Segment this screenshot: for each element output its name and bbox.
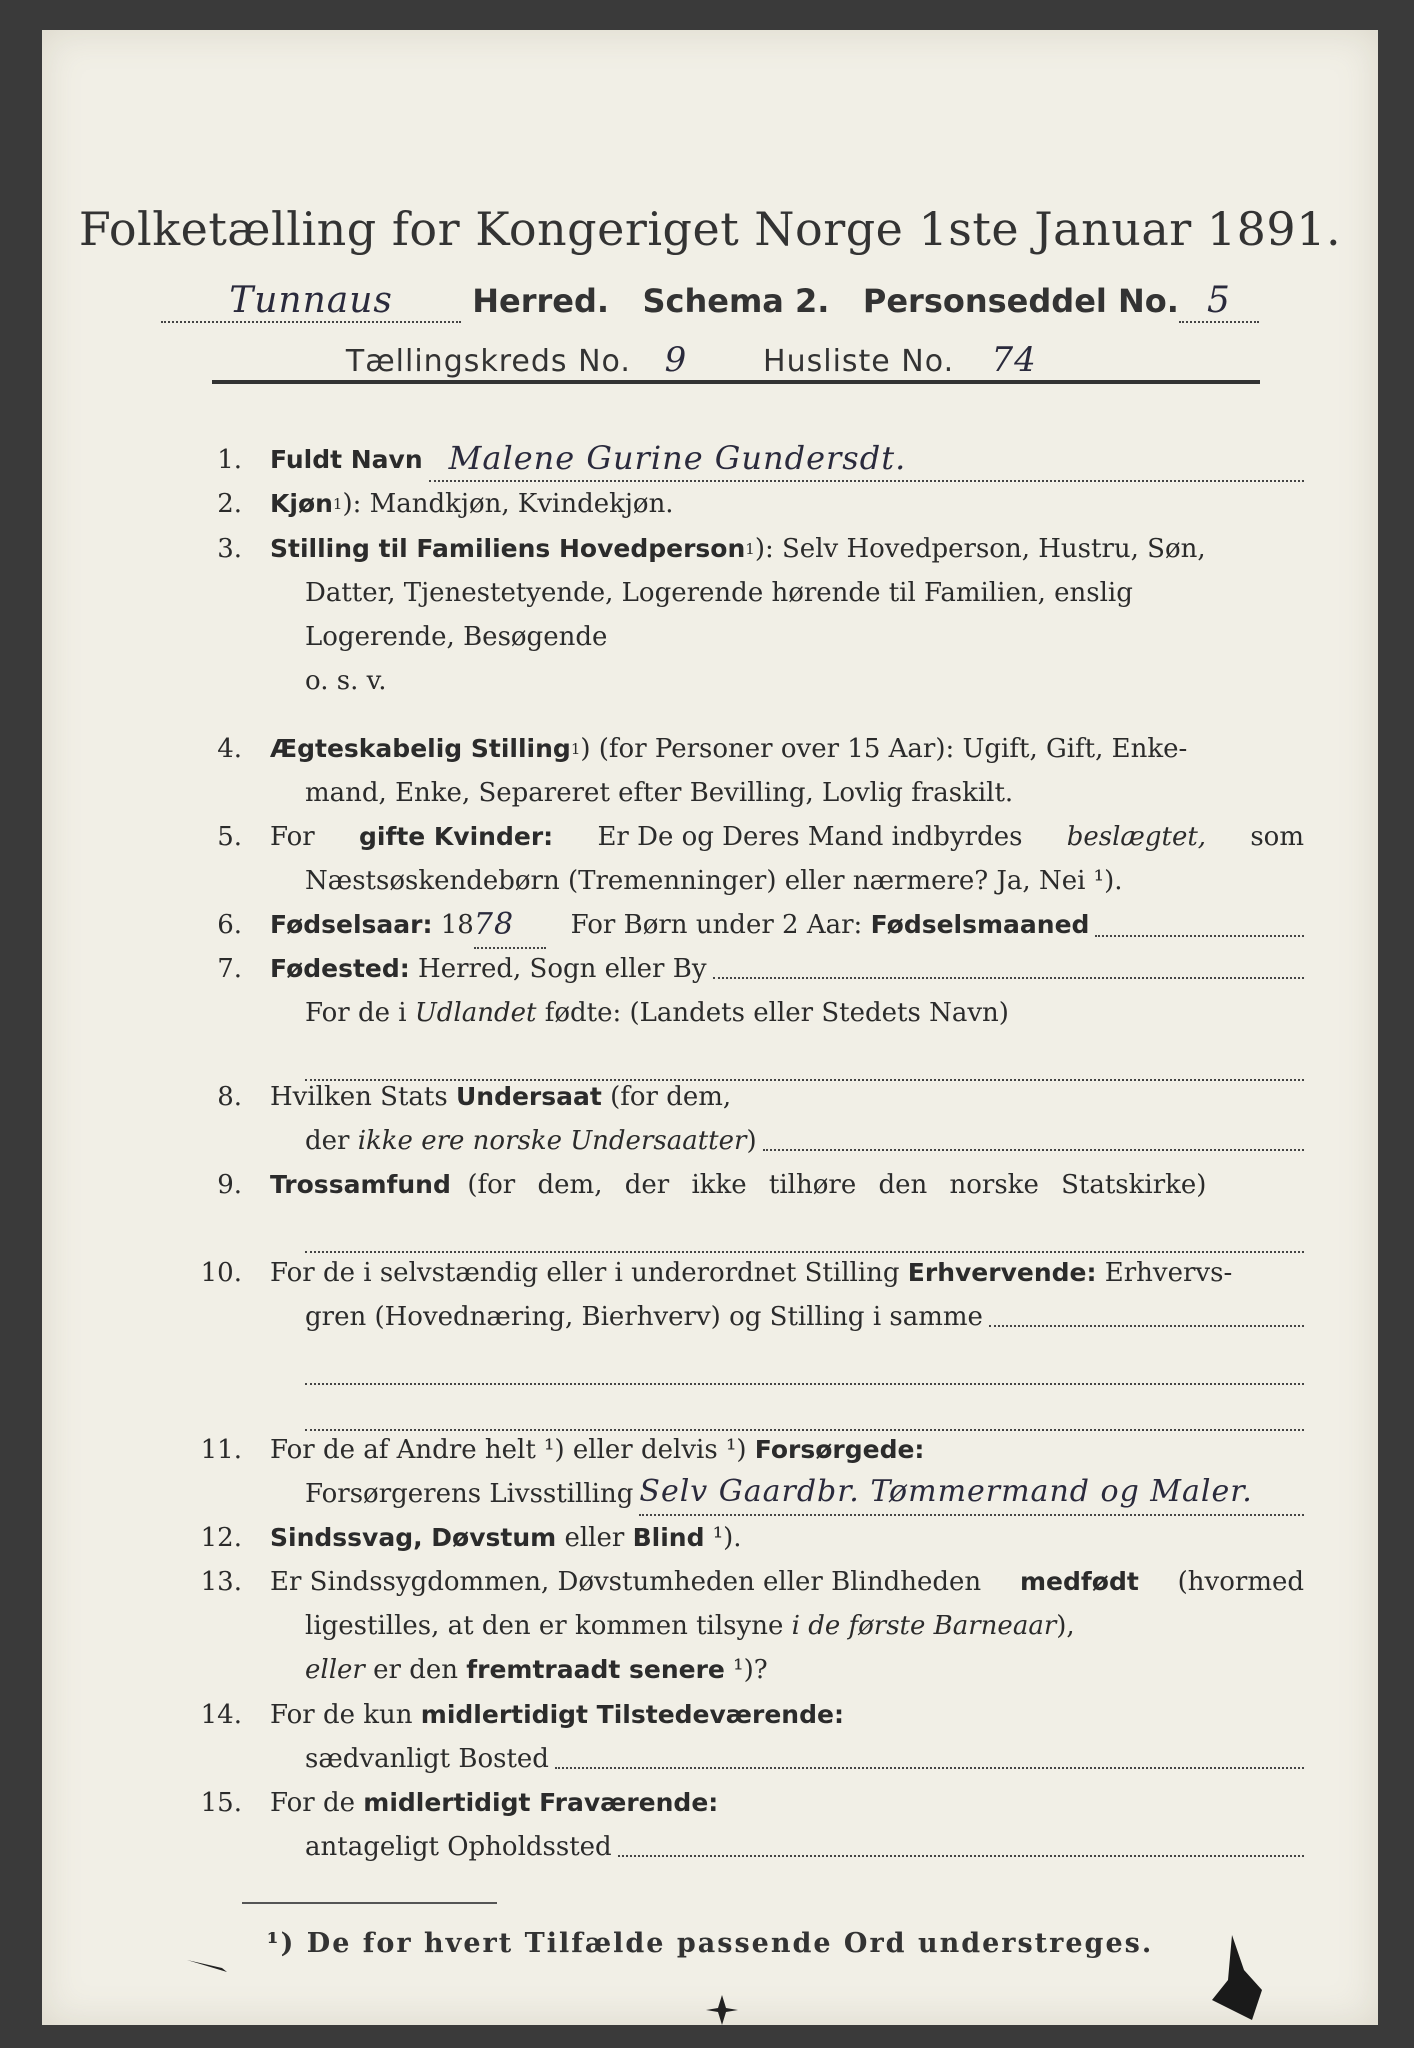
item-number: 12. <box>200 1523 242 1553</box>
married-tail: som <box>1250 822 1304 852</box>
citizen-question-2: ikke ere norske Undersaatter <box>357 1126 747 1156</box>
citizen-pre: Hvilken Stats <box>270 1082 448 1112</box>
or-word: eller <box>305 1655 365 1685</box>
item-number: 6. <box>217 910 242 940</box>
citizen-question-1: (for dem, <box>610 1082 732 1112</box>
position-label: Stilling til Familiens Hovedperson <box>270 534 746 563</box>
abroad-question: fødte: (Landets eller Stedets Navn) <box>544 998 1009 1028</box>
ink-smudge-icon <box>1192 1930 1272 2020</box>
item-number: 5. <box>217 822 242 852</box>
item-number: 1. <box>217 445 242 475</box>
provider-occupation-label: Forsørgerens Livsstilling <box>305 1479 634 1509</box>
religion-question: (for dem, der ikke tilhøre den norske Statskirke) <box>467 1170 1207 1200</box>
item-number: 9. <box>217 1170 242 1200</box>
blind-label: Blind <box>632 1523 705 1552</box>
under-two-label: For Børn under 2 Aar: <box>570 910 863 940</box>
taellingskreds-label: Tællingskreds No. <box>345 344 631 379</box>
footnote-ref: 1 <box>745 540 755 558</box>
temp-absent-label: midlertidigt Fraværende: <box>363 1788 719 1817</box>
usual-residence-label: sædvanligt Bosted <box>305 1744 549 1774</box>
citizen-label: Undersaat <box>455 1082 602 1111</box>
abroad-word: Udlandet <box>414 998 537 1028</box>
birthplace-label: Fødested: <box>270 954 410 983</box>
disability-label: Sindssvag, Døvstum <box>270 1523 557 1552</box>
item-number: 13. <box>200 1567 242 1597</box>
temp-absent-pre: For de <box>270 1788 355 1818</box>
birth-month-label: Fødselsmaaned <box>870 910 1090 939</box>
congenital-pre: Er Sindssygdommen, Døvstumheden eller Blindheden <box>270 1567 982 1597</box>
schema-label: Schema 2. <box>642 282 830 320</box>
item-number: 3. <box>217 534 242 564</box>
full-name-value: Malene Gurine Gundersdt. <box>429 438 1304 482</box>
birth-year-value: 78 <box>474 903 546 949</box>
item-number: 15. <box>200 1788 242 1818</box>
punct: ), <box>1056 1611 1075 1641</box>
item-number: 11. <box>200 1435 242 1465</box>
position-options-2: Datter, Tjenestetyende, Logerende hørende til Familien, enslig <box>305 578 1133 608</box>
item-number: 14. <box>200 1700 242 1730</box>
temp-present-pre: For de kun <box>270 1700 413 1730</box>
herred-label: Herred. <box>472 282 610 320</box>
citizen-value <box>763 1119 1304 1151</box>
taellingskreds-line <box>42 340 1378 382</box>
husliste-value: 74 <box>954 340 1074 382</box>
personseddel-label: Personseddel No. <box>862 282 1179 320</box>
personseddel-value: 5 <box>1179 280 1259 323</box>
citizen-pre-2: der <box>305 1126 350 1156</box>
item-number: 2. <box>217 489 242 519</box>
sex-options: ): Mandkjøn, Kvindekjøn. <box>342 489 674 519</box>
probable-location-value <box>618 1825 1304 1857</box>
religion-label: Trossamfund <box>270 1170 451 1199</box>
ink-mark-icon <box>182 1950 242 1980</box>
position-options-4: o. s. v. <box>305 666 387 696</box>
header-rule <box>212 380 1260 384</box>
disability-or: eller <box>564 1523 625 1553</box>
footnote-ref: ¹)? <box>733 1655 768 1685</box>
sex-label: Kjøn <box>270 489 333 518</box>
married-women-label: gifte Kvinder: <box>358 822 554 851</box>
occupation-value-2 <box>305 1339 1304 1385</box>
footnote-rule <box>242 1902 497 1904</box>
census-form-page: Folketælling for Kongeriget Norge 1ste Januar 1891. Tunnaus Herred. Schema 2. Personseddel No. 5 Tællingskreds No. 9 Husliste No. 74 1. Fuldt Navn Malene Gurine Gundersdt. 2. Kjøn 1 ): Mandkjøn, Kvindekjøn. 3. Stilling til Familiens Hovedperson 1 ): Selv Hovedperson, Hustru, Søn, Datter, Tjenestetyende, Logerende hørende til Familien, enslig Logerende, Besøgende o. s. v. 4. Ægteskabelig Stilling 1 ) (for Personer over 15 Aar): Ugift, Gift, Enke- mand, Enke, Separeret efter Bevilling, Lovlig fraskilt. 5. For gifte Kvinder: Er De og Deres Mand indbyrdes beslægtet, som Næstsøskendebørn (Tremenninger) eller nærmere? Ja, Nei ¹). 6. Fødselsaar: 18 78 For Børn under 2 Aar: Fødselsmaaned 7. Fødested: Herred, Sogn eller By For de i Udlandet fødte: (Landets eller Stedets Navn) 8. Hvilken Stats Undersaat (for dem, der ikke ere norske Undersaatter ) 9. Trossamfund (for dem, der ikke tilhøre den norske Statskirke) 10. For de i selvstændig eller i underordnet Stilling Erhvervende: Erhvervs- gren (Hovednæring, Bierhverv) og Stilling i samme 11. For de af Andre helt ¹) eller delvis ¹) Forsørgede: Forsørgerens Livsstilling Selv Gaardbr. Tømmermand og Maler. 12. Sindssvag, Døvstum eller Blind ¹). 13. Er Sindssygdommen, Døvstumheden eller Blindheden medfødt (hvormed ligestilles, at den er kommen tilsyne i de første Barneaar ), eller er den fremtraadt senere ¹)? 14. For de kun midlertidigt Tilstedeværende: sædvanligt Bosted 15. For de midlertidigt Fraværende: antageligt Opholdssted ¹) De for hvert Tilfælde passende Ord understreges. <box>42 30 1378 2025</box>
footnote-ref: 1 <box>332 495 343 513</box>
congenital-label: medfødt <box>1020 1567 1139 1596</box>
religion-value <box>305 1207 1304 1253</box>
birth-month-value <box>1095 903 1304 937</box>
birthplace-options: Herred, Sogn eller By <box>418 954 707 984</box>
married-question-2: Næstsøskendebørn (Tremenninger) eller nærmere? Ja, Nei ¹). <box>305 866 1123 896</box>
item-number: 8. <box>217 1082 242 1112</box>
ink-mark-icon <box>702 1990 742 2030</box>
item-number: 7. <box>217 954 242 984</box>
childhood-words: i de første Barneaar <box>791 1611 1057 1641</box>
occupation-pre: For de i selvstændig eller i underordnet Stilling <box>270 1258 900 1288</box>
occupation-tail: Erhvervs- <box>1104 1258 1233 1288</box>
later-pre: er den <box>373 1655 458 1685</box>
supported-label: Forsørgede: <box>754 1435 925 1464</box>
birth-year-prefix: 18 <box>440 910 474 940</box>
occupation-value-1 <box>989 1295 1304 1327</box>
marital-options-1: ) (for Personer over 15 Aar): Ugift, Gift, Enke- <box>580 734 1188 764</box>
position-options-3: Logerende, Besøgende <box>305 622 608 652</box>
herred-value: Tunnaus <box>161 280 461 323</box>
occupation-label: Erhvervende: <box>907 1258 1097 1287</box>
occupation-value-3 <box>305 1385 1304 1431</box>
marital-options-2: mand, Enke, Separeret efter Bevilling, Lovlig fraskilt. <box>305 778 1014 808</box>
birth-year-label: Fødselsaar: <box>270 910 433 939</box>
footnote-ref: 1 <box>570 740 581 758</box>
occupation-question: gren (Hovednæring, Bierhverv) og Stilling i samme <box>305 1302 983 1332</box>
full-name-label: Fuldt Navn <box>270 445 423 474</box>
probable-location-label: antageligt Opholdssted <box>305 1832 612 1862</box>
position-options-1: ): Selv Hovedperson, Hustru, Søn, <box>754 534 1206 564</box>
item-number: 10. <box>200 1258 242 1288</box>
usual-residence-value <box>555 1737 1304 1769</box>
footnote-ref: ¹). <box>712 1523 742 1553</box>
congenital-question-2: ligestilles, at den er kommen tilsyne <box>305 1611 784 1641</box>
item-number: 4. <box>217 734 242 764</box>
husliste-label: Husliste No. <box>763 344 955 379</box>
later-label: fremtraadt senere <box>466 1655 725 1684</box>
supported-pre: For de af Andre helt ¹) eller delvis ¹) <box>270 1435 747 1465</box>
temp-present-label: midlertidigt Tilstedeværende: <box>420 1700 844 1729</box>
provider-occupation-value: Selv Gaardbr. Tømmermand og Maler. <box>639 1472 1304 1516</box>
herred-line <box>42 280 1378 323</box>
married-pre: For <box>270 822 315 852</box>
abroad-pre: For de i <box>305 998 407 1028</box>
related-word: beslægtet, <box>1066 822 1207 852</box>
marital-label: Ægteskabelig Stilling <box>270 734 571 763</box>
birthplace-value <box>713 947 1304 979</box>
married-question-1: Er De og Deres Mand indbyrdes <box>597 822 1023 852</box>
taellingskreds-value: 9 <box>631 340 721 382</box>
congenital-tail: (hvormed <box>1177 1567 1304 1597</box>
footnote: ¹) De for hvert Tilfælde passende Ord understreges. <box>266 1928 1154 1959</box>
form-title: Folketælling for Kongeriget Norge 1ste Januar 1891. <box>78 202 1342 256</box>
